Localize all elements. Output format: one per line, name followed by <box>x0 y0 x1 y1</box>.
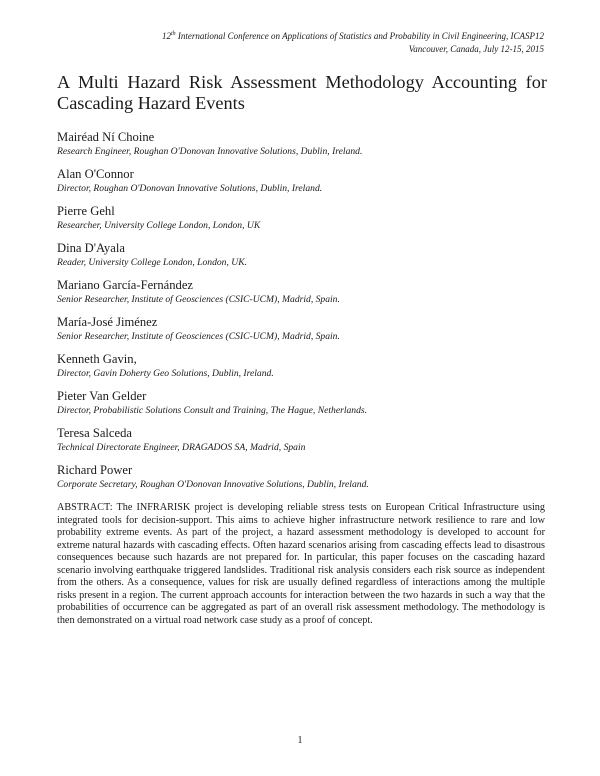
page-number: 1 <box>297 735 303 746</box>
author-name: Mairéad Ní Choine <box>57 130 155 144</box>
conference-line <box>74 30 544 43</box>
author-affiliation: Research Engineer, Roughan O'Donovan Innovative Solutions, Dublin, Ireland. <box>57 146 363 157</box>
author-affiliation: Senior Researcher, Institute of Geosciences (CSIC-UCM), Madrid, Spain. <box>57 294 340 305</box>
author-block <box>57 203 557 240</box>
author-affiliation: Senior Researcher, Institute of Geosciences (CSIC-UCM), Madrid, Spain. <box>57 331 340 342</box>
author-name: Mariano García-Fernández <box>57 278 194 292</box>
author-affiliation: Reader, University College London, London, UK. <box>57 257 247 268</box>
author-affiliation: Corporate Secretary, Roughan O'Donovan Innovative Solutions, Dublin, Ireland. <box>57 479 369 490</box>
author-name: Richard Power <box>57 463 133 477</box>
author-name: Pieter Van Gelder <box>57 389 147 403</box>
author-block <box>57 240 557 277</box>
author-block <box>57 388 557 425</box>
author-block <box>57 351 557 388</box>
author-affiliation: Director, Gavin Doherty Geo Solutions, Dublin, Ireland. <box>57 368 274 379</box>
conference-location: Vancouver, Canada, July 12-15, 2015 <box>408 44 544 54</box>
author-affiliation: Technical Directorate Engineer, DRAGADOS SA, Madrid, Spain <box>57 442 306 453</box>
author-list <box>57 129 557 499</box>
author-name: Alan O'Connor <box>57 167 134 181</box>
conference-header <box>74 30 544 56</box>
author-name: María-José Jiménez <box>57 315 158 329</box>
author-affiliation: Director, Roughan O'Donovan Innovative Solutions, Dublin, Ireland. <box>57 183 323 194</box>
author-name: Kenneth Gavin, <box>57 352 137 366</box>
author-block <box>57 166 557 203</box>
abstract: ABSTRACT: The INFRARISK project is developing reliable stress tests on European Critical Infrastructure using integrated tools for decision-support. This aims to achieve higher infrastructure network resilience to rare and low probability extreme events. As part of the project, a hazard assessment methodology is developed to account for extreme natural hazards with cascading effects. Often hazard scenarios arising from cascading effects lead to disastrous consequences because such hazards are not prepared for. In particular, this paper focuses on the cascading hazard scenario involving earthquake triggered landslides. Traditional risk analysis considers each risk source as independent from the others. As a consequence, values for risk are usually defined regardless of interactions among the multiple risks present in a region. The current approach accounts for interaction between the two hazards in such a way that the probabilities of occurrence can be aggregated as part of an overall risk assessment methodology. The methodology is then demonstrated on a virtual road network case study as a proof of concept. <box>57 502 545 626</box>
author-block <box>57 314 557 351</box>
author-name: Pierre Gehl <box>57 204 115 218</box>
author-name: Dina D'Ayala <box>57 241 125 255</box>
author-affiliation: Researcher, University College London, London, UK <box>57 220 261 231</box>
conference-name: International Conference on Applications of Statistics and Probability in Civil Engineering, ICASP12 <box>175 31 544 41</box>
author-affiliation: Director, Probabilistic Solutions Consult and Training, The Hague, Netherlands. <box>57 405 368 416</box>
author-block <box>57 462 557 499</box>
author-block <box>57 277 557 314</box>
author-block <box>57 425 557 462</box>
paper-title: A Multi Hazard Risk Assessment Methodology Accounting for Cascading Hazard Events <box>57 72 547 113</box>
conference-edition: 12 <box>161 31 171 41</box>
conference-edition-suffix: th <box>170 31 176 37</box>
author-name: Teresa Salceda <box>57 426 132 440</box>
author-block <box>57 129 557 166</box>
